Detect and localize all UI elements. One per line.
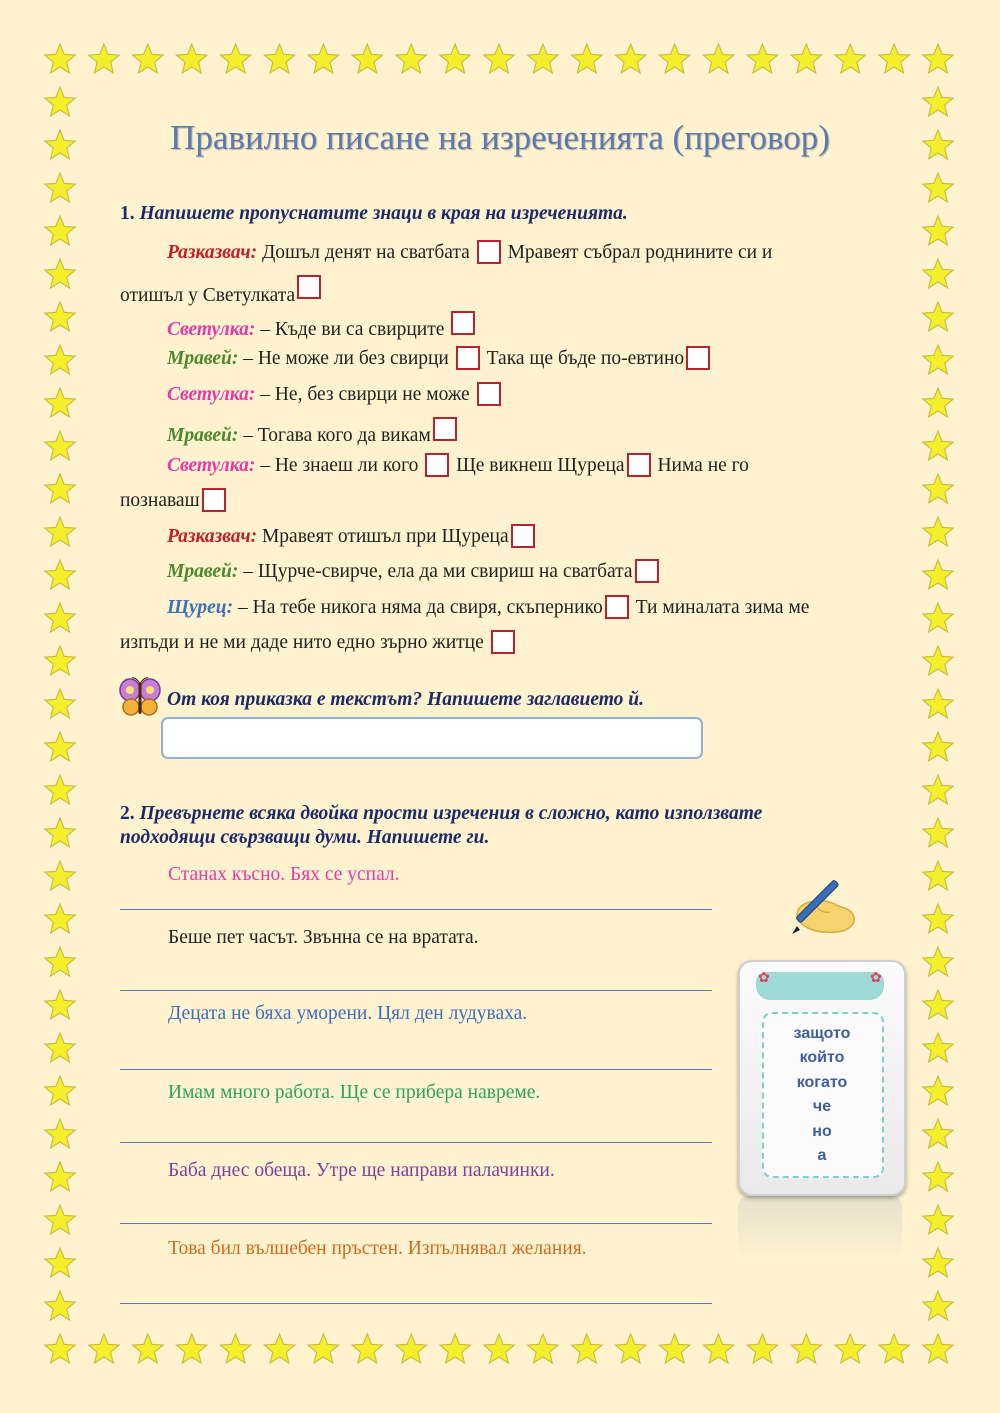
star-icon [923, 947, 953, 976]
star-icon [177, 44, 207, 73]
star-icon [352, 1334, 382, 1363]
sentence-pair: Беше пет часът. Звънна се на вратата. [168, 927, 479, 948]
punctuation-box[interactable] [433, 417, 457, 441]
dialogue-text: Нима не го [652, 455, 749, 476]
butterfly-icon [118, 676, 162, 720]
star-icon [308, 44, 338, 73]
task-2-instruction-line-2 [120, 827, 489, 849]
star-icon [923, 775, 953, 804]
star-icon [89, 1334, 119, 1363]
star-icon [747, 1334, 777, 1363]
star-icon [659, 1334, 689, 1363]
punctuation-box[interactable] [451, 311, 475, 335]
dialogue-text: – Не може ли без свирци [238, 348, 454, 369]
dialogue-text: Ще викнеш Щуреца [451, 455, 625, 476]
answer-line[interactable] [120, 1142, 712, 1143]
dialogue-text: – Не знаеш ли кого [255, 455, 424, 476]
star-icon [45, 904, 75, 933]
dialogue-line [120, 275, 880, 307]
star-icon [923, 861, 953, 890]
punctuation-box[interactable] [297, 275, 321, 299]
star-icon [923, 259, 953, 288]
task-2-number: 2. [120, 803, 135, 824]
star-icon [89, 44, 119, 73]
dialogue-line [120, 488, 880, 512]
star-icon [923, 345, 953, 374]
star-icon [308, 1334, 338, 1363]
star-icon [45, 44, 75, 73]
star-icon [45, 947, 75, 976]
star-icon [45, 1334, 75, 1363]
sentence-pair: Имам много работа. Ще се прибера навреме. [168, 1082, 541, 1103]
connecting-words-list [740, 1022, 904, 1168]
star-icon [923, 904, 953, 933]
task-1-heading [120, 203, 628, 225]
dialogue-line [120, 630, 880, 654]
star-icon [659, 44, 689, 73]
sentence-pair: Станах късно. Бях се успал. [168, 864, 400, 885]
dialogue-text: – Не, без свирци не може [255, 384, 475, 405]
star-icon [133, 1334, 163, 1363]
speaker-firefly: Светулка: [167, 455, 256, 476]
star-icon [45, 517, 75, 546]
star-icon [45, 990, 75, 1019]
speaker-ant: Мравей: [167, 561, 239, 582]
dialogue-line [167, 453, 927, 477]
task-2-heading [120, 803, 762, 825]
dialogue-line [167, 382, 927, 406]
star-icon [220, 44, 250, 73]
star-icon [45, 388, 75, 417]
star-icon [177, 1334, 207, 1363]
punctuation-box[interactable] [477, 240, 501, 264]
question-text: От коя приказка е текстът? Напишете заглавието й. [167, 689, 644, 710]
flower-icon: ✿ [870, 970, 882, 986]
punctuation-box[interactable] [202, 488, 226, 512]
dialogue-line [167, 595, 927, 619]
star-icon [45, 560, 75, 589]
task-1-question [167, 689, 644, 711]
star-icon [835, 1334, 865, 1363]
star-icon [923, 388, 953, 417]
star-icon [923, 990, 953, 1019]
star-icon [923, 173, 953, 202]
task-1-instruction: Напишете пропуснатите знаци в края на изреченията. [139, 203, 628, 224]
star-icon [572, 44, 602, 73]
star-icon [791, 44, 821, 73]
dialogue-line [167, 311, 927, 341]
star-icon [572, 1334, 602, 1363]
star-icon [923, 732, 953, 761]
star-icon [923, 1162, 953, 1191]
speaker-narrator: Разказвач: [167, 242, 258, 263]
dialogue-line [167, 524, 927, 548]
star-icon [923, 1205, 953, 1234]
writing-hand-icon [786, 876, 860, 938]
instruction-text: подходящи свързващи думи. Напишете ги. [120, 827, 490, 848]
task-2-instruction-line-1: Превърнете всяка двойка прости изречения в сложно, като използвате [139, 803, 763, 824]
dialogue-line [167, 559, 927, 583]
dialogue-text: изпъди и не ми даде нито едно зърно житце [120, 632, 489, 653]
star-icon [923, 1248, 953, 1277]
connecting-word: когато [796, 1073, 848, 1091]
star-icon [923, 87, 953, 116]
star-icon [923, 517, 953, 546]
answer-line[interactable] [120, 1069, 712, 1070]
connecting-word: а [817, 1147, 827, 1165]
star-icon [45, 1291, 75, 1320]
punctuation-box[interactable] [511, 524, 535, 548]
task-1-number: 1. [120, 203, 135, 224]
punctuation-box[interactable] [477, 382, 501, 406]
dialogue-line [167, 417, 927, 447]
star-icon [923, 1291, 953, 1320]
dialogue-text: Мравеят събрал роднините си и [502, 242, 773, 263]
dialogue-text: Дошъл денят на сватбата [257, 242, 475, 263]
star-icon [528, 1334, 558, 1363]
dialogue-text: – Тогава кого да викам [238, 425, 431, 446]
star-icon [45, 1205, 75, 1234]
connecting-word: защото [793, 1025, 851, 1042]
answer-line[interactable] [120, 1223, 712, 1224]
star-icon [45, 431, 75, 460]
punctuation-box[interactable] [635, 559, 659, 583]
star-icon [747, 44, 777, 73]
star-icon [45, 689, 75, 718]
star-icon [923, 646, 953, 675]
answer-line[interactable] [120, 1303, 712, 1304]
star-icon [45, 216, 75, 245]
dialogue-text: – Щурче-свирче, ела да ми свириш на сватбата [238, 561, 633, 582]
star-icon [220, 1334, 250, 1363]
dialogue-text: Ти миналата зима ме [630, 597, 810, 618]
star-icon [835, 44, 865, 73]
star-icon [616, 1334, 646, 1363]
star-icon [45, 1248, 75, 1277]
dialogue-text: Мравеят отишъл при Щуреца [257, 526, 509, 547]
punctuation-box[interactable] [491, 630, 515, 654]
star-icon [264, 44, 294, 73]
star-icon [45, 474, 75, 503]
star-icon [791, 1334, 821, 1363]
star-icon [45, 259, 75, 288]
star-icon [45, 345, 75, 374]
page-title: Правилно писане на изреченията (преговор) [170, 118, 830, 157]
star-icon [923, 689, 953, 718]
dialogue-text: – На тебе никога няма да свиря, скъпернико [233, 597, 603, 618]
star-icon [133, 44, 163, 73]
connecting-word: но [812, 1122, 832, 1140]
star-icon [45, 173, 75, 202]
star-icon [923, 818, 953, 847]
star-icon [879, 44, 909, 73]
punctuation-box[interactable] [425, 453, 449, 477]
speaker-firefly: Светулка: [167, 384, 256, 405]
star-icon [923, 474, 953, 503]
star-icon [45, 87, 75, 116]
connecting-words-card [738, 960, 906, 1196]
dialogue-text: Така ще бъде по-евтино [481, 348, 685, 369]
star-icon [45, 818, 75, 847]
punctuation-box[interactable] [456, 346, 480, 370]
punctuation-box[interactable] [686, 346, 710, 370]
star-icon [264, 1334, 294, 1363]
dialogue-text: – Къде ви са свирците [255, 319, 450, 340]
star-icon [923, 1119, 953, 1148]
star-icon [440, 44, 470, 73]
star-icon [396, 44, 426, 73]
card-reflection [738, 1196, 902, 1260]
card-banner [756, 972, 884, 1000]
star-icon [703, 1334, 733, 1363]
star-icon [45, 646, 75, 675]
star-icon [45, 302, 75, 331]
dialogue-text: отишъл у Светулката [120, 285, 296, 306]
star-icon [45, 1162, 75, 1191]
speaker-narrator: Разказвач: [167, 526, 258, 547]
sentence-pair: Баба днес обеща. Утре ще направи палачинки. [168, 1160, 555, 1181]
star-icon [45, 1033, 75, 1062]
speaker-firefly: Светулка: [167, 319, 256, 340]
star-icon [352, 44, 382, 73]
star-icon [45, 775, 75, 804]
star-icon [923, 216, 953, 245]
star-icon [703, 44, 733, 73]
star-icon [879, 1334, 909, 1363]
star-icon [923, 560, 953, 589]
star-icon [45, 1076, 75, 1105]
star-icon [45, 861, 75, 890]
answer-line[interactable] [120, 909, 712, 910]
star-icon [923, 1334, 953, 1363]
dialogue-text: познаваш [120, 490, 200, 511]
flower-icon: ✿ [758, 970, 770, 986]
star-icon [923, 1033, 953, 1062]
star-icon [484, 1334, 514, 1363]
star-icon [45, 1119, 75, 1148]
star-icon [923, 603, 953, 632]
sentence-pair: Децата не бяха уморени. Цял ден лудуваха. [168, 1003, 528, 1024]
star-icon [923, 431, 953, 460]
star-icon [396, 1334, 426, 1363]
punctuation-box[interactable] [627, 453, 651, 477]
answer-line[interactable] [120, 990, 712, 991]
star-icon [616, 44, 646, 73]
star-icon [923, 44, 953, 73]
speaker-cricket: Щурец: [167, 597, 234, 618]
speaker-ant: Мравей: [167, 348, 239, 369]
star-icon [923, 1076, 953, 1105]
star-icon [923, 302, 953, 331]
dialogue-line [167, 240, 927, 264]
star-icon [45, 603, 75, 632]
connecting-word: че [812, 1098, 832, 1116]
dialogue-line [167, 346, 927, 370]
star-icon [440, 1334, 470, 1363]
speaker-ant: Мравей: [167, 425, 239, 446]
story-title-answer-field[interactable] [161, 717, 703, 759]
sentence-pair: Това бил вълшебен пръстен. Изпълнявал желания. [168, 1238, 587, 1259]
star-icon [528, 44, 558, 73]
star-icon [484, 44, 514, 73]
connecting-word: който [799, 1049, 845, 1067]
punctuation-box[interactable] [605, 595, 629, 619]
star-icon [45, 732, 75, 761]
